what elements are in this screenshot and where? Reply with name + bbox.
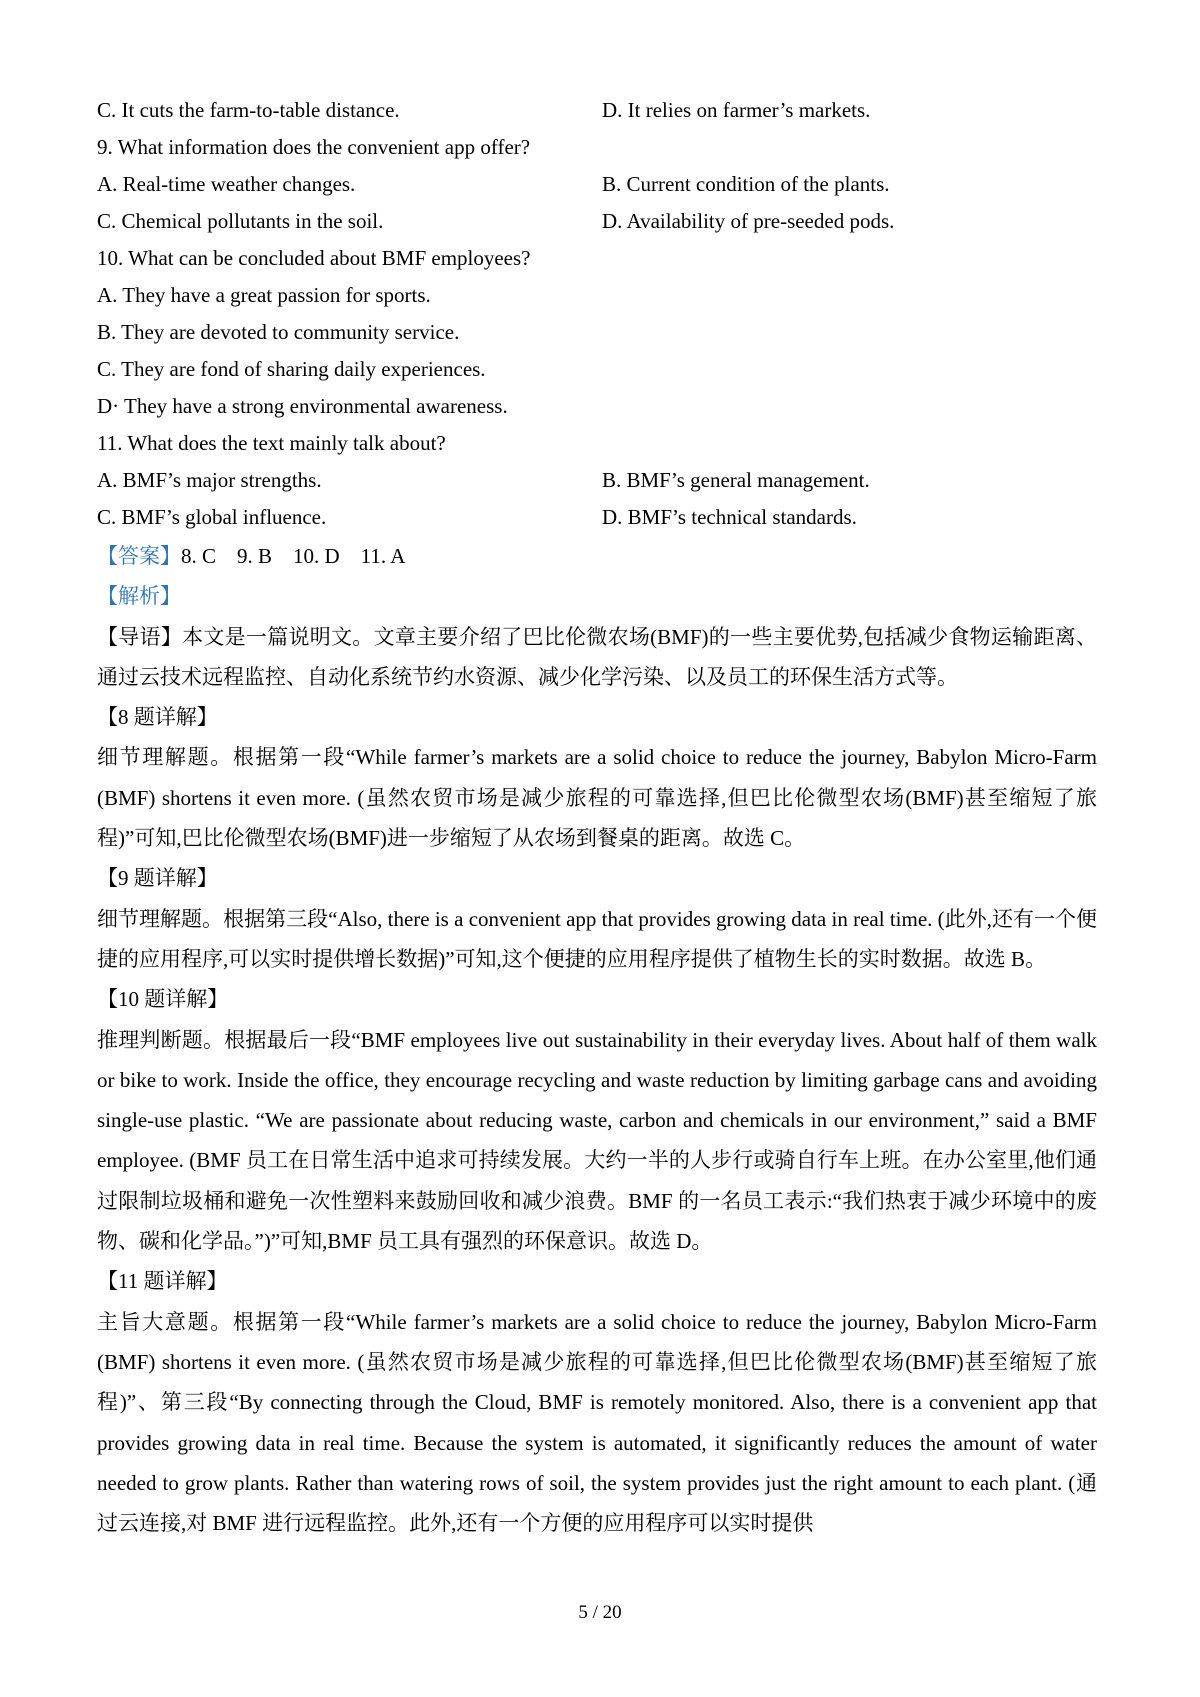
option-left: C. It cuts the farm-to-table distance. <box>97 98 400 122</box>
answer-label: 【答案】 <box>97 544 181 568</box>
analysis-section-header: 【10 题详解】 <box>97 987 229 1012</box>
answer-value: 8. C 9. B 10. D 11. A <box>181 544 406 568</box>
question-line <box>97 462 1097 499</box>
analysis-section-header: 【9 题详解】 <box>97 866 218 891</box>
question-line: C. They are fond of sharing daily experiences. <box>97 357 486 381</box>
question-line <box>97 92 1097 129</box>
option-left: C. Chemical pollutants in the soil. <box>97 209 384 233</box>
option-right: D. BMF’s technical standards. <box>602 505 857 529</box>
option-left: A. Real-time weather changes. <box>97 172 356 196</box>
analysis-paragraphs <box>97 617 1097 1544</box>
option-left: A. BMF’s major strengths. <box>97 468 322 492</box>
analysis-label: 【解析】 <box>97 584 181 609</box>
analysis-paragraph: 【导语】本文是一篇说明文。文章主要介绍了巴比伦微农场(BMF)的一些主要优势,包括减少食物运输距离、通过云技术远程监控、自动化系统节约水资源、减少化学污染、以及员工的环保生活方式等。 <box>97 624 1097 689</box>
analysis-paragraph: 细节理解题。根据第一段“While farmer’s markets are a solid choice to reduce the journey, Babylon Micro-Farm (BMF) shortens it even more. (虽然农贸市场是减少旅程的可靠选择,但巴比伦微型农场(BMF)甚至缩短了旅程)”可知,巴比伦微型农场(BMF)进一步缩短了从农场到餐桌的距离。故选 C。 <box>97 745 1097 851</box>
question-line <box>97 166 1097 203</box>
question-line: 11. What does the text mainly talk about? <box>97 431 446 455</box>
option-left: C. BMF’s global influence. <box>97 505 327 529</box>
option-right: B. BMF’s general management. <box>602 468 870 492</box>
question-line: A. They have a great passion for sports. <box>97 283 431 307</box>
question-line <box>97 203 1097 240</box>
question-line: 10. What can be concluded about BMF employees? <box>97 246 531 270</box>
option-right: D. It relies on farmer’s markets. <box>602 98 871 122</box>
analysis-label-line <box>97 576 1097 616</box>
question-line <box>97 499 1097 536</box>
question-line: B. They are devoted to community service. <box>97 320 460 344</box>
question-line: 9. What information does the convenient app offer? <box>97 135 531 159</box>
analysis-section-header: 【11 题详解】 <box>97 1269 228 1294</box>
option-right: D. Availability of pre-seeded pods. <box>602 209 895 233</box>
page-content <box>97 92 1097 1543</box>
analysis-section-header: 【8 题详解】 <box>97 705 218 730</box>
option-right: B. Current condition of the plants. <box>602 172 890 196</box>
question-line: D· They have a strong environmental awareness. <box>97 394 508 418</box>
analysis-paragraph: 主旨大意题。根据第一段“While farmer’s markets are a solid choice to reduce the journey, Babylon Micro-Farm (BMF) shortens it even more. (虽然农贸市场是减少旅程的可靠选择,但巴比伦微型农场(BMF)甚至缩短了旅程)”、第三段“By connecting through the Cloud, BMF is remotely monitored. Also, there is a convenient app that provides growing data in real time. Because the system is automated, it significantly reduces the amount of water needed to grow plants. Rather than watering rows of soil, the system provides just the right amount to each plant. (通过云连接,对 BMF 进行远程监控。此外,还有一个方便的应用程序可以实时提供 <box>97 1309 1097 1536</box>
answer-line <box>97 536 1097 576</box>
questions-block <box>97 92 1097 536</box>
page-number: 5 / 20 <box>578 1602 622 1623</box>
analysis-paragraph: 细节理解题。根据第三段“Also, there is a convenient app that provides growing data in real time. (此外,还有一个便捷的应用程序,可以实时提供增长数据)”可知,这个便捷的应用程序提供了植物生长的实时数据。故选 B。 <box>97 906 1097 971</box>
analysis-paragraph: 推理判断题。根据最后一段“BMF employees live out sustainability in their everyday lives. About half of them walk or bike to work. Inside the office, they encourage recycling and waste reduction by limiting garbage cans and avoiding single-use plastic. “We are passionate about reducing waste, carbon and chemicals in our environment,” said a BMF employee. (BMF 员工在日常生活中追求可持续发展。大约一半的人步行或骑自行车上班。在办公室里,他们通过限制垃圾桶和避免一次性塑料来鼓励回收和减少浪费。BMF 的一名员工表示:“我们热衷于减少环境中的废物、碳和化学品。”)”可知,BMF 员工具有强烈的环保意识。故选 D。 <box>97 1027 1097 1254</box>
